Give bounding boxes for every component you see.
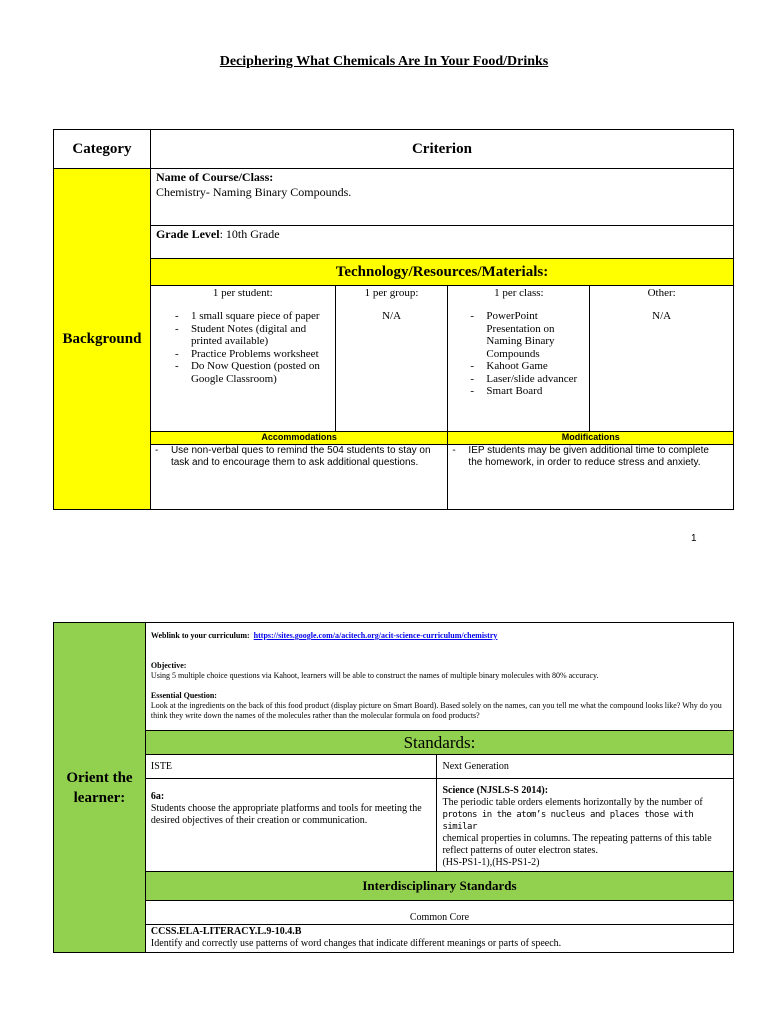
per-student-list (155, 310, 331, 385)
science-cell (437, 779, 734, 872)
essential-question-text: Look at the ingredients on the back of this food product (display picture on Smart Board). Based solely on the names, can you tell me what the compound looks like? Why do you think they write down the names of the molecules rather than the molecular formula on food products? (150, 701, 722, 720)
document-title: Deciphering What Chemicals Are In Your Food/Drinks (219, 54, 549, 69)
course-label: Name of Course/Class: (155, 170, 274, 184)
modifications-cell (448, 445, 734, 510)
category-header: Category (54, 130, 151, 169)
course-value: Chemistry- Naming Binary Compounds. (155, 185, 352, 199)
list-item: - Use non-verbal ques to remind the 504 students to stay on task and to encourage them to ask additional questions. (153, 445, 439, 469)
ngss-label: Next Generation (437, 755, 734, 779)
ccss-code: CCSS.ELA-LITERACY.L.9-10.4.B (150, 926, 302, 937)
per-class-cell (448, 286, 590, 432)
list-item: - PowerPoint Presentation on Naming Binary Compounds (468, 310, 585, 360)
grade-label: Grade Level (155, 227, 220, 241)
list-item: - Smart Board (468, 385, 585, 398)
other-value: N/A (652, 310, 672, 322)
list-item: - Kahoot Game (468, 360, 585, 373)
science-text-1: The periodic table orders elements horizontally by the number of (442, 797, 703, 808)
per-student-header: 1 per student: (212, 287, 273, 299)
accommodations-list (153, 445, 439, 469)
essential-question-label: Essential Question: (150, 691, 217, 700)
list-item: - IEP students may be given additional time to complete the homework, in order to reduce stress and anxiety. (450, 445, 725, 469)
interdisciplinary-header: Interdisciplinary Standards (145, 872, 733, 901)
list-item: - Do Now Question (posted on Google Classroom) (173, 360, 331, 385)
grade-value: : 10th Grade (219, 227, 280, 241)
criterion-header: Criterion (150, 130, 733, 169)
per-group-value: N/A (382, 310, 402, 322)
weblink-label: Weblink to your curriculum: (150, 631, 250, 640)
page-number: 1 (691, 533, 697, 544)
orient-table (53, 622, 734, 953)
science-text-2: protons in the atom’s nucleus and places those with similar (442, 810, 694, 832)
per-group-header: 1 per group: (364, 287, 419, 299)
per-group-cell (335, 286, 448, 432)
list-item: - 1 small square piece of paper (173, 310, 331, 323)
per-class-list (452, 310, 585, 398)
standards-header: Standards: (145, 731, 733, 755)
science-codes: (HS-PS1-1),(HS-PS1-2) (442, 857, 540, 868)
objective-text: Using 5 multiple choice questions via Kahoot, learners will be able to construct the names of multiple binary molecules with 80% accuracy. (150, 671, 599, 680)
background-label: Background (54, 169, 151, 510)
iste-label: ISTE (145, 755, 437, 779)
orient-label: Orient the learner: (54, 623, 146, 953)
background-table (53, 129, 734, 510)
accommodations-cell (150, 445, 447, 510)
list-item: - Practice Problems worksheet (173, 348, 331, 361)
science-label: Science (NJSLS-S 2014): (442, 785, 549, 796)
tech-header: Technology/Resources/Materials: (150, 259, 733, 286)
modifications-list (450, 445, 725, 469)
ccss-text: Identify and correctly use patterns of word changes that indicate different meanings or parts of speech. (150, 938, 562, 949)
iste-code: 6a: (150, 791, 165, 802)
grade-cell (150, 226, 733, 259)
curriculum-link[interactable]: https://sites.google.com/a/acitech.org/acit-science-curriculum/chemistry (253, 631, 498, 640)
curriculum-cell (145, 623, 733, 731)
per-class-header: 1 per class: (494, 287, 544, 299)
weblink-row (151, 631, 728, 641)
accommodations-header: Accommodations (150, 432, 447, 445)
objective-label: Objective: (150, 661, 187, 670)
course-cell (150, 169, 733, 226)
list-item: - Student Notes (digital and printed available) (173, 323, 331, 348)
modifications-header: Modifications (448, 432, 734, 445)
common-core-label: Common Core (145, 901, 733, 925)
per-student-cell (150, 286, 335, 432)
other-header: Other: (647, 287, 676, 299)
ccss-cell (145, 925, 733, 953)
other-cell (590, 286, 734, 432)
list-item: - Laser/slide advancer (468, 373, 585, 386)
science-text-3: chemical properties in columns. The repeating patterns of this table reflect patterns of outer electron states. (442, 833, 712, 856)
iste-cell (145, 779, 437, 872)
iste-text: Students choose the appropriate platforms and tools for meeting the desired objectives of their creation or communication. (150, 803, 422, 826)
